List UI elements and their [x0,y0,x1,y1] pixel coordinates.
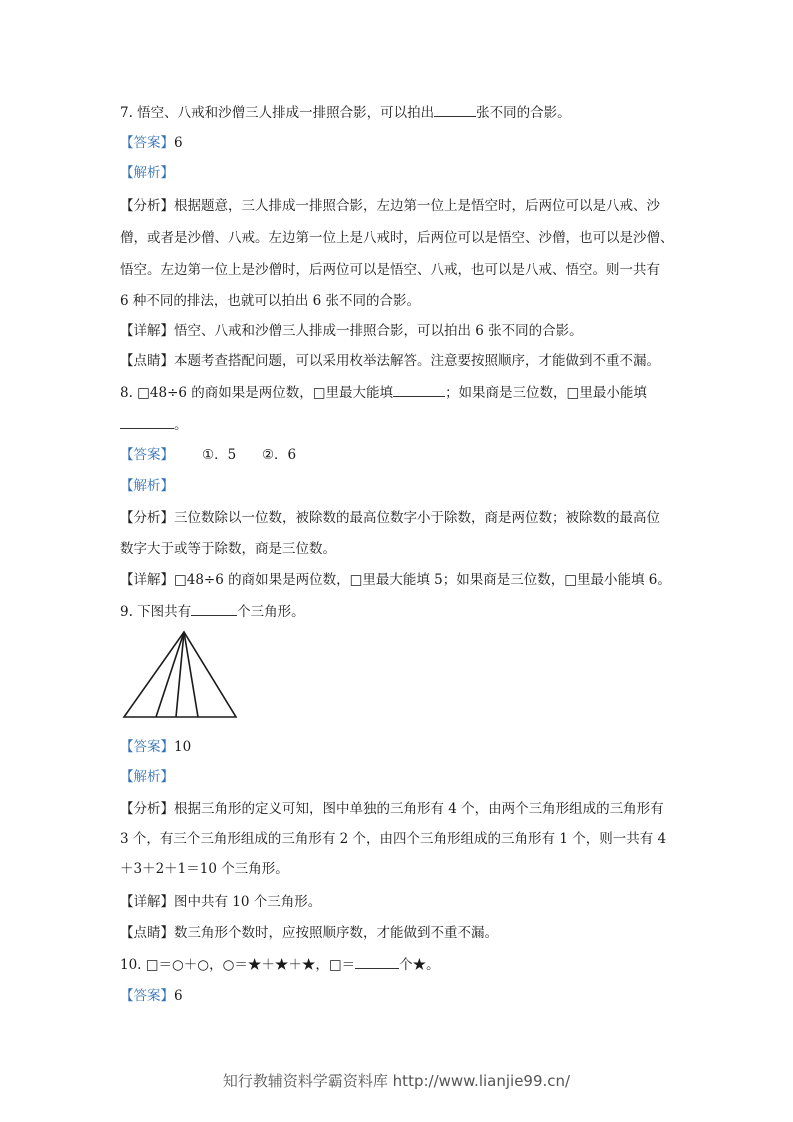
triangle-figure [120,628,242,722]
answer-tag: 【答案】 [120,739,174,755]
analysis-tag: 【解析】 [120,478,174,494]
q7-question: 7. 悟空、八戒和沙僧三人排成一排照合影，可以拍出 张不同的合影。 [120,105,571,121]
answer-blank [191,603,237,616]
q7-answer: 【答案】6 [120,135,183,151]
answer-blank [393,384,445,397]
dianjing-tag: 【点睛】 [120,353,174,369]
q9-fenxi-line-1: 【分析】根据三角形的定义可知，图中单独的三角形有 4 个，由两个三角形组成的三角形有 [120,801,664,817]
q8-xiangjie: 【详解】□48÷6 的商如果是两位数，□里最大能填 5；如果商是三位数，□里最小能填 6。 [120,572,671,588]
q7-dianjing: 【点睛】本题考查搭配问题，可以采用枚举法解答。注意要按照顺序，才能做到不重不漏。 [120,353,660,369]
footer-watermark: 知行教辅资料学霸资料库 http://www.lianjie99.cn/ [222,1072,571,1090]
q9-question: 9. 下图共有 个三角形。 [120,604,305,620]
q7-fenxi-line-3: 悟空。左边第一位上是沙僧时，后两位可以是悟空、八戒，也可以是八戒、悟空。则一共有 [120,262,660,278]
q10-question: 10. □＝○＋○，○＝★＋★＋★，□＝ 个★。 [120,957,440,973]
xiangjie-tag: 【详解】 [120,572,174,588]
q8-fenxi-line-2: 数字大于或等于除数，商是三位数。 [120,541,336,557]
q9-answer: 【答案】10 [120,739,192,755]
xiangjie-tag: 【详解】 [120,894,174,910]
answer-blank [355,956,399,969]
q7-fenxi-line-2: 僧，或者是沙僧、八戒。左边第一位上是八戒时，后两位可以是悟空、沙僧，也可以是沙僧、 [120,230,674,246]
answer-tag: 【答案】 [120,447,174,463]
answer-blank [434,104,476,117]
q10-answer: 【答案】6 [120,988,183,1004]
xiangjie-tag: 【详解】 [120,323,174,339]
answer-tag: 【答案】 [120,988,174,1004]
fenxi-tag: 【分析】 [120,801,174,817]
q8-question-cont: 。 [120,416,188,434]
dianjing-tag: 【点睛】 [120,925,174,941]
q8-fenxi-line-1: 【分析】三位数除以一位数，被除数的最高位数字小于除数，商是两位数；被除数的最高位 [120,510,660,526]
q7-xiangjie: 【详解】悟空、八戒和沙僧三人排成一排照合影，可以拍出 6 张不同的合影。 [120,323,583,339]
q9-fenxi-line-2: 3 个，有三个三角形组成的三角形有 2 个，由四个三角形组成的三角形有 1 个，则一共有 4 [120,831,667,847]
analysis-tag: 【解析】 [120,769,174,785]
q8-question: 8. □48÷6 的商如果是两位数，□里最大能填 ；如果商是三位数，□里最小能填 [120,385,647,401]
q8-answer: 【答案】 ①．5 ②．6 [120,447,297,463]
q9-xiangjie: 【详解】图中共有 10 个三角形。 [120,894,322,910]
fenxi-tag: 【分析】 [120,510,174,526]
fenxi-tag: 【分析】 [120,198,174,214]
answer-tag: 【答案】 [120,135,174,151]
analysis-tag: 【解析】 [120,165,174,181]
q9-fenxi-line-3: ＋3＋2＋1＝10 个三角形。 [120,861,289,877]
q7-fenxi-line-1: 【分析】根据题意，三人排成一排照合影，左边第一位上是悟空时，后两位可以是八戒、沙 [120,198,660,214]
q7-fenxi-line-4: 6 种不同的排法，也就可以拍出 6 张不同的合影。 [120,293,421,309]
q9-dianjing: 【点睛】数三角形个数时，应按照顺序数，才能做到不重不漏。 [120,925,498,941]
answer-blank [120,416,174,429]
